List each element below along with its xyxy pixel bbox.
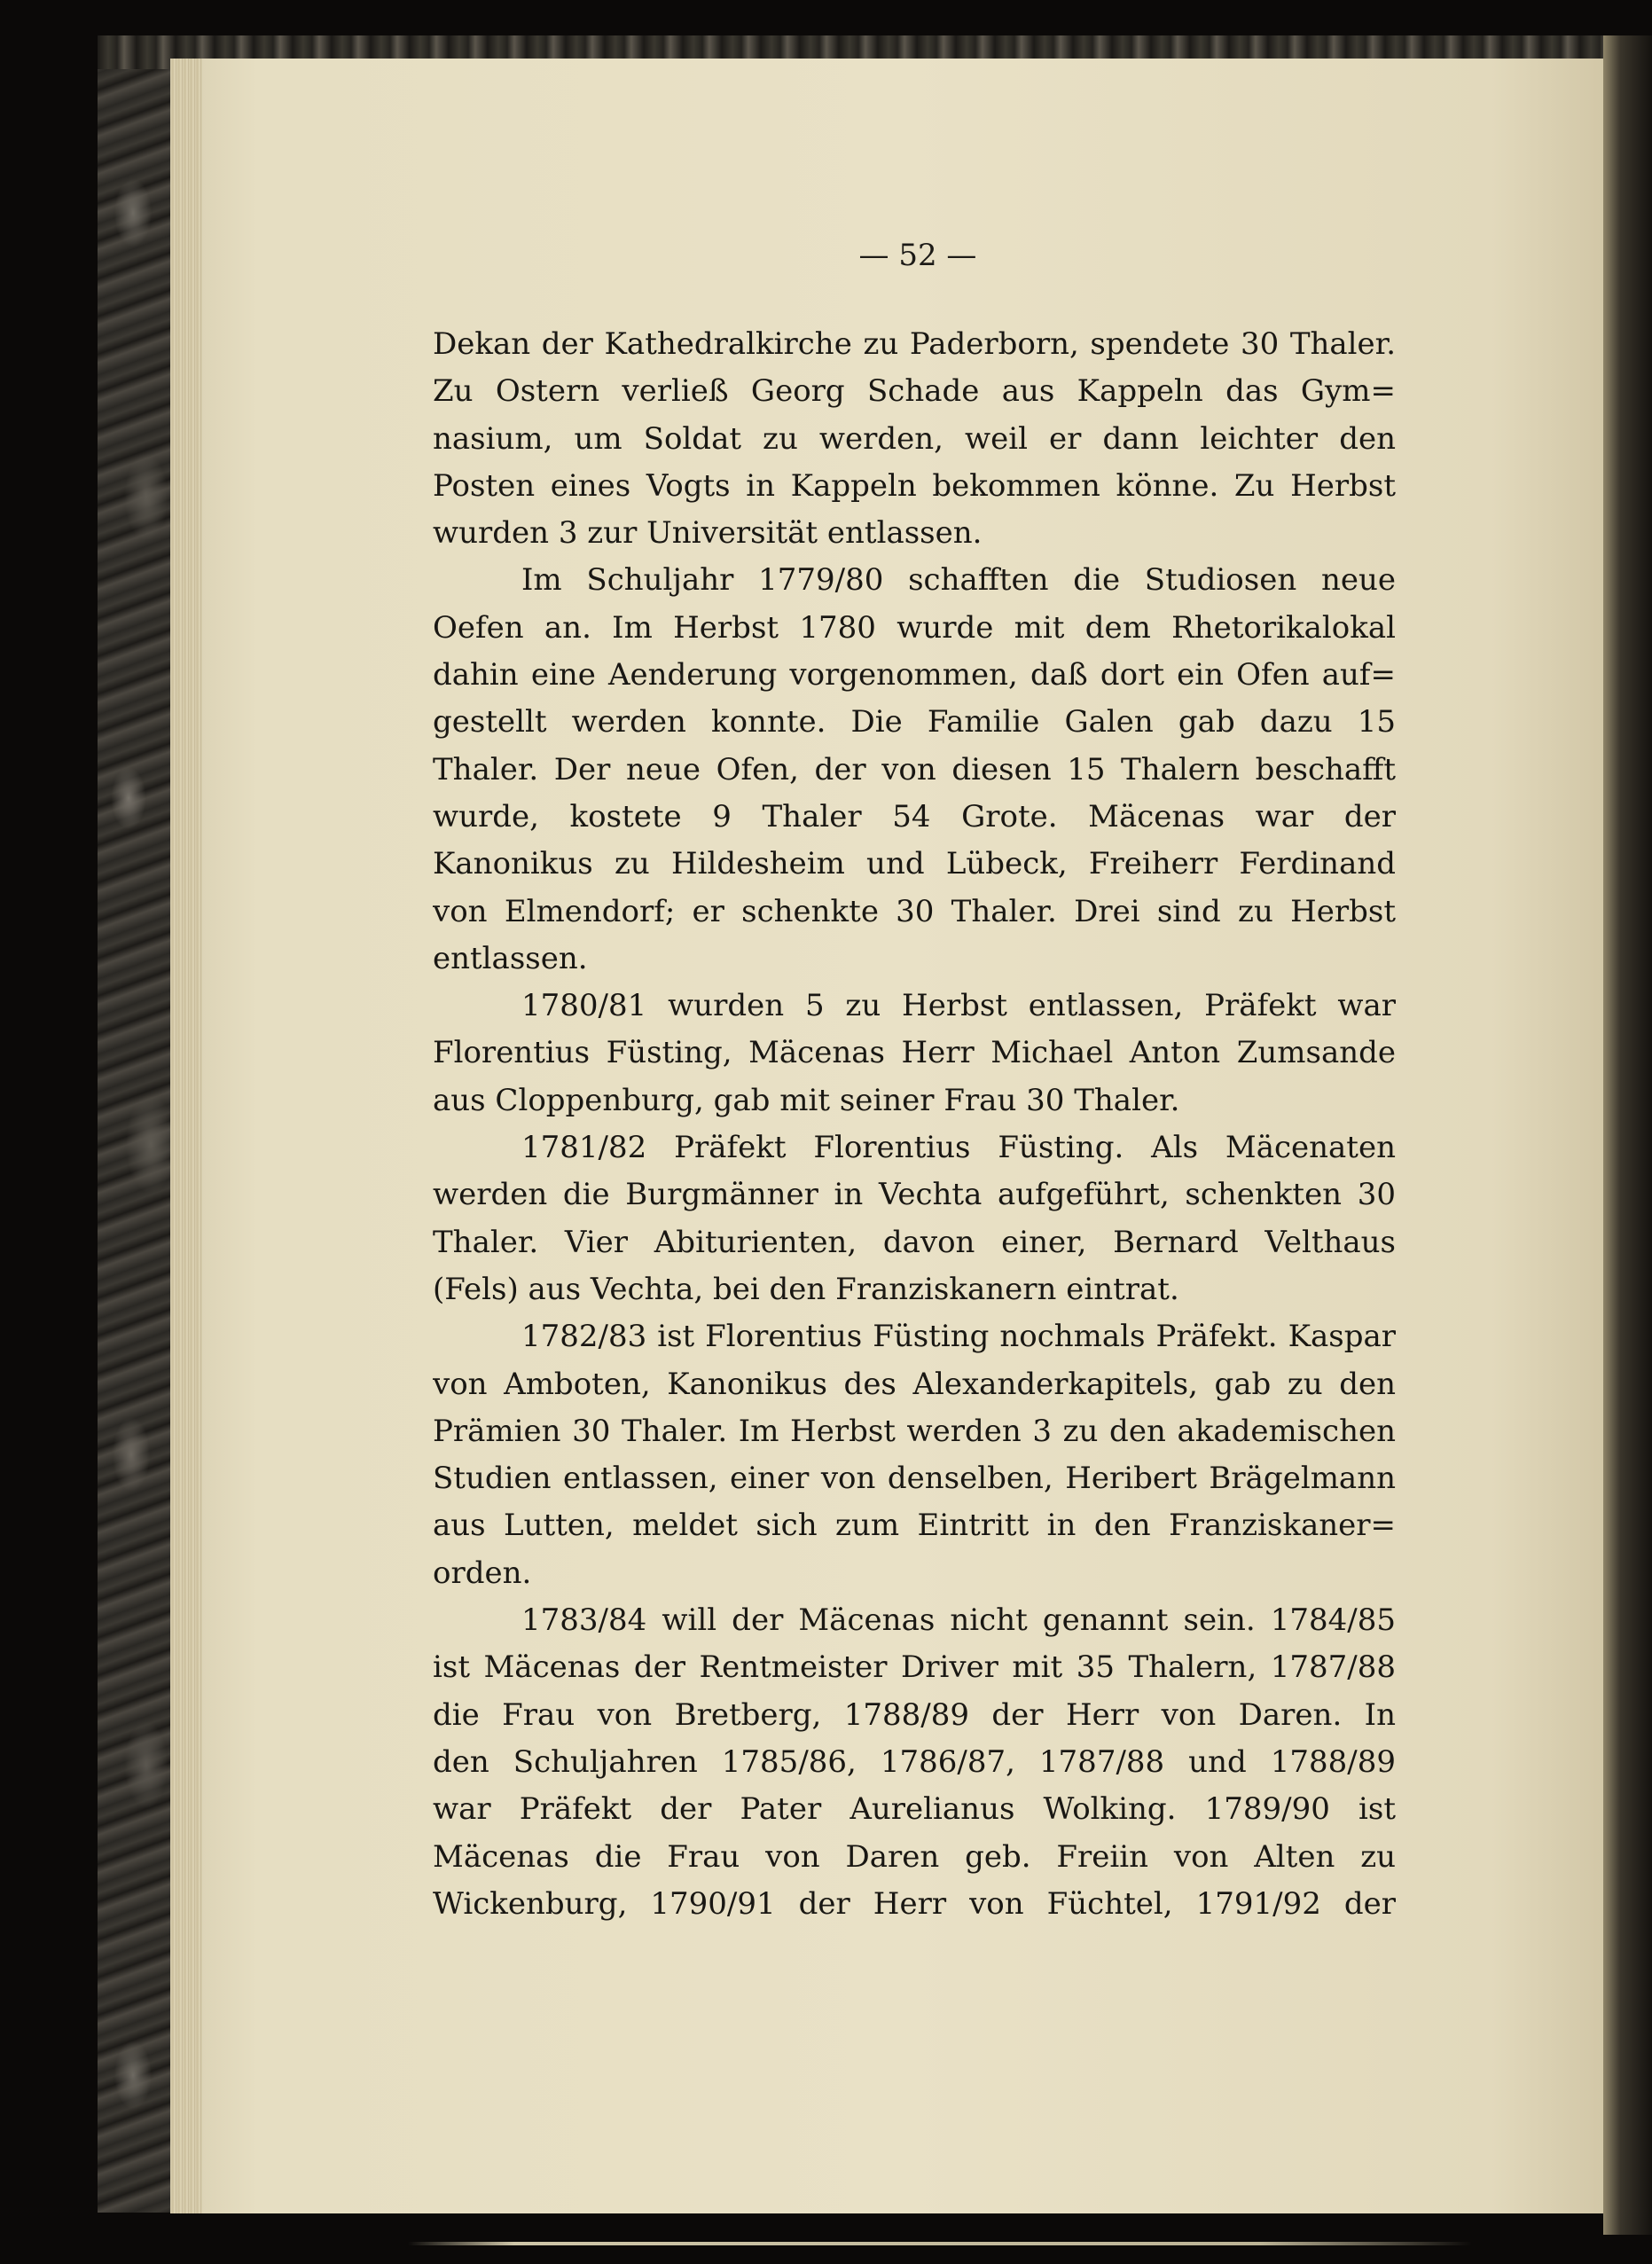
page-number: — 52 — <box>858 238 977 273</box>
text-line: 1780/81 wurden 5 zu Herbst entlassen, Präfekt war <box>521 988 1396 1024</box>
text-line: 1782/83 ist Florentius Füsting nochmals Präfekt. Kaspar <box>521 1319 1396 1355</box>
text-line: gestellt werden konnte. Die Familie Galen gab dazu 15 <box>433 704 1396 740</box>
text-line: Zu Ostern verließ Georg Schade aus Kappeln das Gym= <box>433 373 1396 410</box>
body-text <box>433 321 1396 1928</box>
text-line: wurden 3 zur Universität entlassen. <box>433 515 983 552</box>
text-line: Posten eines Vogts in Kappeln bekommen könne. Zu Herbst <box>433 467 1396 504</box>
text-line: von Amboten, Kanonikus des Alexanderkapitels, gab zu den <box>433 1366 1396 1402</box>
text-line: (Fels) aus Vechta, bei den Franziskanern eintrat. <box>433 1271 1179 1307</box>
text-line: werden die Burgmänner in Vechta aufgeführt, schenkten 30 <box>433 1177 1396 1213</box>
text-line: Dekan der Kathedralkirche zu Paderborn, spendete 30 Thaler. <box>433 326 1396 362</box>
text-line: war Präfekt der Pater Aurelianus Wolking. 1789/90 ist <box>433 1791 1396 1828</box>
binding-shadow <box>1603 35 1652 2235</box>
text-line: den Schuljahren 1785/86, 1786/87, 1787/88 und 1788/89 <box>433 1743 1396 1780</box>
text-line: Mäcenas die Frau von Daren geb. Freiin von Alten zu <box>433 1838 1396 1875</box>
text-line: die Frau von Bretberg, 1788/89 der Herr von Daren. In <box>433 1696 1396 1733</box>
text-line: Florentius Füsting, Mäcenas Herr Michael Anton Zumsande <box>433 1035 1396 1071</box>
text-line: Prämien 30 Thaler. Im Herbst werden 3 zu den akademischen <box>433 1413 1396 1449</box>
text-line: wurde, kostete 9 Thaler 54 Grote. Mäcenas war der <box>433 798 1396 834</box>
text-line: aus Lutten, meldet sich zum Eintritt in den Franziskaner= <box>433 1508 1396 1544</box>
text-line: nasium, um Soldat zu werden, weil er dann leichter den <box>433 420 1396 457</box>
text-line: 1783/84 will der Mäcenas nicht genannt sein. 1784/85 <box>521 1602 1396 1639</box>
text-line: Studien entlassen, einer von denselben, Heribert Brägelmann <box>433 1461 1396 1497</box>
text-line: aus Cloppenburg, gab mit seiner Frau 30 Thaler. <box>433 1082 1180 1118</box>
text-line: Oefen an. Im Herbst 1780 wurde mit dem Rhetorikalokal <box>433 609 1396 646</box>
text-line: 1781/82 Präfekt Florentius Füsting. Als Mäcenaten <box>521 1130 1396 1166</box>
marbled-endpaper <box>98 35 182 2213</box>
text-line: orden. <box>433 1555 532 1591</box>
page-stack-edges <box>170 59 206 2213</box>
text-line: Thaler. Vier Abiturienten, davon einer, Bernard Velthaus <box>433 1224 1396 1260</box>
text-line: von Elmendorf; er schenkte 30 Thaler. Drei sind zu Herbst <box>433 893 1396 929</box>
text-line: Thaler. Der neue Ofen, der von diesen 15 Thalern beschafft <box>433 751 1396 787</box>
text-line: Wickenburg, 1790/91 der Herr von Füchtel, 1791/92 der <box>433 1885 1396 1922</box>
text-line: dahin eine Aenderung vorgenommen, daß dort ein Ofen auf= <box>433 657 1396 693</box>
text-line: ist Mäcenas der Rentmeister Driver mit 35 Thalern, 1787/88 <box>433 1649 1396 1686</box>
text-line: Kanonikus zu Hildesheim und Lübeck, Freiherr Ferdinand <box>433 846 1396 882</box>
text-line: entlassen. <box>433 940 588 976</box>
page-bottom-edge <box>408 2242 1472 2245</box>
text-line: Im Schuljahr 1779/80 schafften die Studiosen neue <box>521 562 1396 599</box>
